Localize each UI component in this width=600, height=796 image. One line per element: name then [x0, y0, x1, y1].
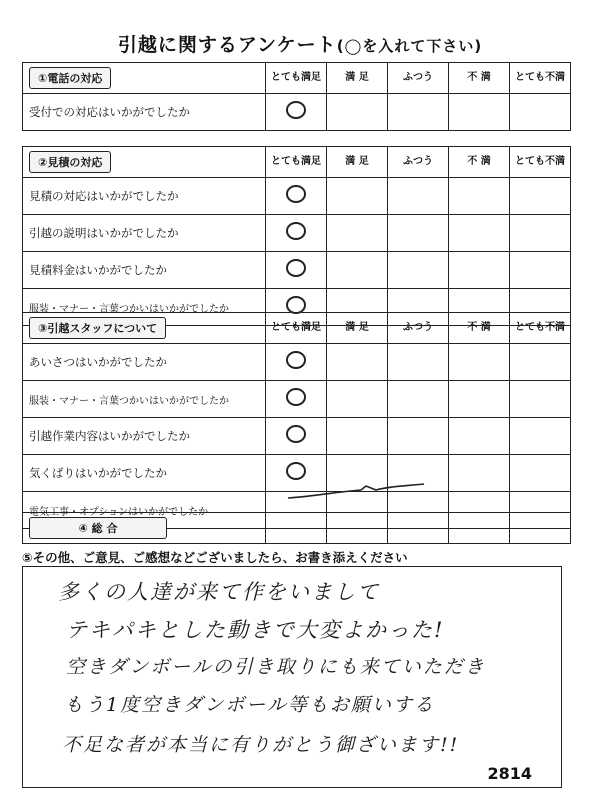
col-neutral: ふつう — [388, 147, 449, 178]
page-title — [0, 30, 600, 57]
question-label: 電気工事・オプションはいかがでしたか — [23, 492, 266, 529]
answer-cell[interactable] — [510, 455, 571, 492]
col-very-satisfied: とても満足 — [266, 63, 327, 94]
title-sub: (◯を入れて下さい) — [336, 37, 483, 55]
answer-cell[interactable] — [327, 344, 388, 381]
question-label: 見積料金はいかがでしたか — [23, 252, 266, 289]
question-label: 引越の説明はいかがでしたか — [23, 215, 266, 252]
page-number: 2814 — [487, 764, 532, 783]
section-label: ①電話の対応 — [29, 67, 111, 89]
handwritten-line: テキパキとした動きで大変よかった! — [66, 618, 445, 642]
answer-cell[interactable] — [266, 513, 327, 544]
section-phone-table — [22, 62, 571, 131]
answer-cell[interactable] — [266, 252, 327, 289]
question-label: あいさつはいかがでしたか — [23, 344, 266, 381]
answer-cell[interactable] — [449, 178, 510, 215]
answer-cell[interactable] — [510, 215, 571, 252]
col-very-satisfied: とても満足 — [266, 313, 327, 344]
answer-cell[interactable] — [266, 381, 327, 418]
answer-cell[interactable] — [388, 381, 449, 418]
answer-cell[interactable] — [388, 344, 449, 381]
answer-cell[interactable] — [327, 94, 388, 131]
col-satisfied: 満 足 — [327, 313, 388, 344]
question-row — [23, 94, 571, 131]
section-estimate-table — [22, 146, 571, 326]
answer-cell[interactable] — [327, 178, 388, 215]
circle-mark-icon — [286, 185, 306, 203]
col-very-dissatisfied: とても不満 — [510, 313, 571, 344]
col-satisfied: 満 足 — [327, 63, 388, 94]
answer-cell[interactable] — [327, 513, 388, 544]
answer-cell[interactable] — [266, 178, 327, 215]
answer-cell[interactable] — [266, 344, 327, 381]
circle-mark-icon — [286, 462, 306, 480]
answer-cell[interactable] — [449, 418, 510, 455]
section-label: ③引越スタッフについて — [29, 317, 166, 339]
question-row — [23, 252, 571, 289]
answer-cell[interactable] — [449, 513, 510, 544]
title-main: 引越に関するアンケート — [117, 34, 337, 56]
answer-cell[interactable] — [266, 94, 327, 131]
col-neutral: ふつう — [388, 313, 449, 344]
circle-mark-icon — [286, 388, 306, 406]
question-label: 気くばりはいかがでしたか — [23, 455, 266, 492]
circle-mark-icon — [286, 351, 306, 369]
comment-heading: ⑤その他、ご意見、ご感想などございましたら、お書き添えください — [22, 550, 408, 565]
section-overall-table — [22, 512, 571, 544]
answer-cell[interactable] — [327, 252, 388, 289]
col-dissatisfied: 不 満 — [449, 63, 510, 94]
col-very-dissatisfied: とても不満 — [510, 63, 571, 94]
answer-cell[interactable] — [327, 215, 388, 252]
handwritten-line: もう1度空きダンボール等もお願いする — [64, 694, 435, 716]
question-label: 見積の対応はいかがでしたか — [23, 178, 266, 215]
answer-cell[interactable] — [510, 252, 571, 289]
answer-cell[interactable] — [449, 455, 510, 492]
answer-cell[interactable] — [510, 94, 571, 131]
answer-cell[interactable] — [510, 381, 571, 418]
col-dissatisfied: 不 満 — [449, 313, 510, 344]
question-label: 服装・マナー・言葉つかいはいかがでしたか — [23, 381, 266, 418]
question-label: 受付での対応はいかがでしたか — [23, 94, 266, 131]
answer-cell[interactable] — [449, 344, 510, 381]
answer-cell[interactable] — [327, 418, 388, 455]
question-label: 服装・マナー・言葉つかいはいかがでしたか — [23, 289, 266, 326]
question-row — [23, 344, 571, 381]
answer-cell[interactable] — [388, 418, 449, 455]
question-row — [23, 418, 571, 455]
handwritten-strike-line — [286, 480, 426, 504]
col-dissatisfied: 不 満 — [449, 147, 510, 178]
handwritten-line: 空きダンボールの引き取りにも来ていただき — [66, 656, 486, 678]
col-satisfied: 満 足 — [327, 147, 388, 178]
circle-mark-icon — [286, 259, 306, 277]
handwritten-line: 不足な者が本当に有りがとう御ざいます!! — [62, 734, 460, 756]
circle-mark-icon — [286, 222, 306, 240]
answer-cell[interactable] — [388, 215, 449, 252]
answer-cell[interactable] — [388, 178, 449, 215]
answer-cell[interactable] — [388, 513, 449, 544]
answer-cell[interactable] — [449, 381, 510, 418]
col-very-dissatisfied: とても不満 — [510, 147, 571, 178]
question-row — [23, 215, 571, 252]
answer-cell[interactable] — [388, 252, 449, 289]
answer-cell[interactable] — [510, 344, 571, 381]
question-row — [23, 381, 571, 418]
answer-cell[interactable] — [449, 215, 510, 252]
col-very-satisfied: とても満足 — [266, 147, 327, 178]
answer-cell[interactable] — [510, 513, 571, 544]
circle-mark-icon — [286, 101, 306, 119]
handwritten-line: 多くの人達が来て作をいまして — [58, 580, 380, 604]
answer-cell[interactable] — [510, 178, 571, 215]
answer-cell[interactable] — [449, 252, 510, 289]
answer-cell[interactable] — [449, 94, 510, 131]
circle-mark-icon — [286, 425, 306, 443]
answer-cell[interactable] — [327, 381, 388, 418]
section-label: ②見積の対応 — [29, 151, 111, 173]
question-row — [23, 178, 571, 215]
question-label: 引越作業内容はいかがでしたか — [23, 418, 266, 455]
answer-cell[interactable] — [266, 215, 327, 252]
answer-cell[interactable] — [266, 418, 327, 455]
section-label: ④ 総 合 — [29, 517, 167, 539]
answer-cell[interactable] — [510, 418, 571, 455]
col-neutral: ふつう — [388, 63, 449, 94]
answer-cell[interactable] — [388, 94, 449, 131]
